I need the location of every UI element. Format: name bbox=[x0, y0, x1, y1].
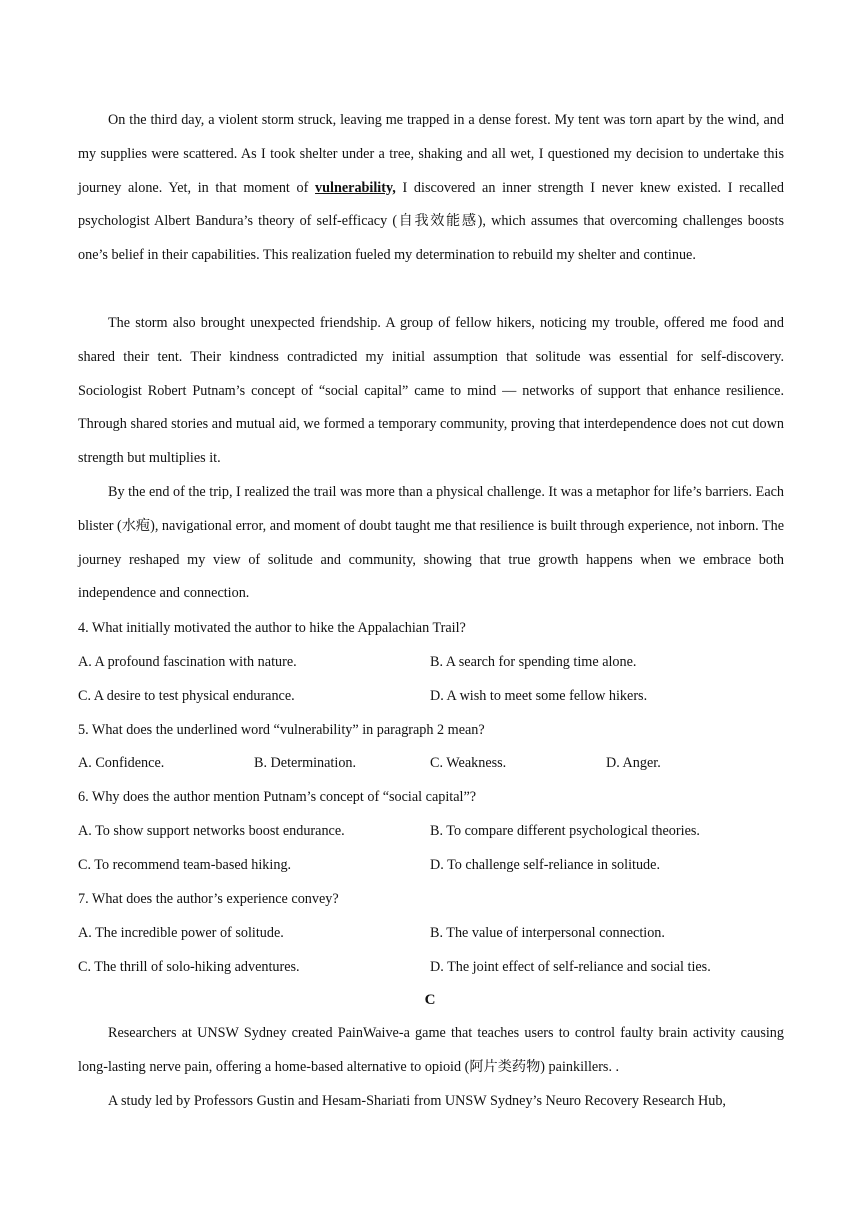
option-c[interactable]: C. Weakness. bbox=[430, 755, 507, 771]
question-7-stem: 7. What does the author’s experience convey? bbox=[78, 891, 339, 907]
option-a[interactable]: A. Confidence. bbox=[78, 755, 165, 771]
option-c[interactable]: C. The thrill of solo-hiking adventures. bbox=[78, 959, 300, 975]
passage-b-paragraph-2: The storm also brought unexpected friendship. A group of fellow hikers, noticing my trouble, offered me food and shared their tent. Their kindness contradicted my initial assumption that solitude was essential for self-discovery. Sociologist Robert Putnam’s concept of “social capital” came to mind — networks of support that enhance resilience. Through shared stories and mutual aid, we formed a temporary community, proving that interdependence does not cut down strength but multiplies it. bbox=[78, 315, 784, 467]
question-7-options-row-1 bbox=[78, 916, 784, 950]
option-b[interactable]: B. The value of interpersonal connection. bbox=[430, 925, 665, 941]
paragraph-text: I discovered an inner strength I never knew existed. I recalled psychologist Albert Bandura’s theory of self-efficacy (自我效能感), which assumes that overcoming challenges boosts one’s belief in their capabilities. This realization fueled my determination to rebuild my shelter and continue. bbox=[78, 179, 784, 264]
passage-b-paragraph-1 bbox=[78, 104, 784, 273]
question-4-stem: 4. What initially motivated the author to hike the Appalachian Trail? bbox=[78, 620, 466, 636]
paragraph-text: On the third day, a violent storm struck, leaving me trapped in a dense forest. My tent was torn apart by the wind, and my supplies were scattered. As I took shelter under a tree, shaking and all wet, I questioned my decision to undertake this journey alone. Yet, in that moment of bbox=[78, 112, 784, 196]
question-7-options-row-2 bbox=[78, 950, 784, 984]
option-d[interactable]: D. To challenge self-reliance in solitude. bbox=[430, 857, 660, 873]
option-b[interactable]: B. Determination. bbox=[254, 755, 357, 771]
option-d[interactable]: D. The joint effect of self-reliance and social ties. bbox=[430, 959, 711, 975]
passage-b-paragraph-3: By the end of the trip, I realized the trail was more than a physical challenge. It was a metaphor for life’s barriers. Each blister (水疱), navigational error, and moment of doubt taught me that resilience is built through experience, not inborn. The journey reshaped my view of solitude and community, showing that true growth happens when we embrace both independence and connection. bbox=[78, 484, 785, 602]
option-a[interactable]: A. The incredible power of solitude. bbox=[78, 925, 284, 941]
section-c-heading: C bbox=[424, 992, 436, 1008]
passage-c-paragraph-1: Researchers at UNSW Sydney created PainWaive-a game that teaches users to control faulty brain activity causing long-lasting nerve pain, offering a home-based alternative to opioid (阿片类药物) painkillers. . bbox=[78, 1025, 784, 1075]
option-b[interactable]: B. To compare different psychological theories. bbox=[430, 823, 700, 839]
question-6-options-row-1 bbox=[78, 814, 784, 848]
option-b[interactable]: B. A search for spending time alone. bbox=[430, 654, 637, 670]
option-a[interactable]: A. A profound fascination with nature. bbox=[78, 654, 297, 670]
question-5-options-row bbox=[78, 746, 784, 780]
question-6-stem: 6. Why does the author mention Putnam’s concept of “social capital”? bbox=[78, 789, 477, 805]
option-a[interactable]: A. To show support networks boost endurance. bbox=[78, 823, 345, 839]
question-4-options-row-2 bbox=[78, 679, 784, 713]
option-d[interactable]: D. Anger. bbox=[606, 755, 661, 771]
question-4-options-row-1 bbox=[78, 645, 784, 679]
option-c[interactable]: C. To recommend team-based hiking. bbox=[78, 857, 292, 873]
question-5-stem: 5. What does the underlined word “vulnerability” in paragraph 2 mean? bbox=[78, 722, 485, 738]
option-d[interactable]: D. A wish to meet some fellow hikers. bbox=[430, 688, 648, 704]
option-c[interactable]: C. A desire to test physical endurance. bbox=[78, 688, 295, 704]
passage-c-paragraph-2: A study led by Professors Gustin and Hesam-Shariati from UNSW Sydney’s Neuro Recovery Research Hub, bbox=[108, 1093, 726, 1109]
underlined-word: vulnerability, bbox=[315, 179, 396, 196]
question-6-options-row-2 bbox=[78, 848, 784, 882]
